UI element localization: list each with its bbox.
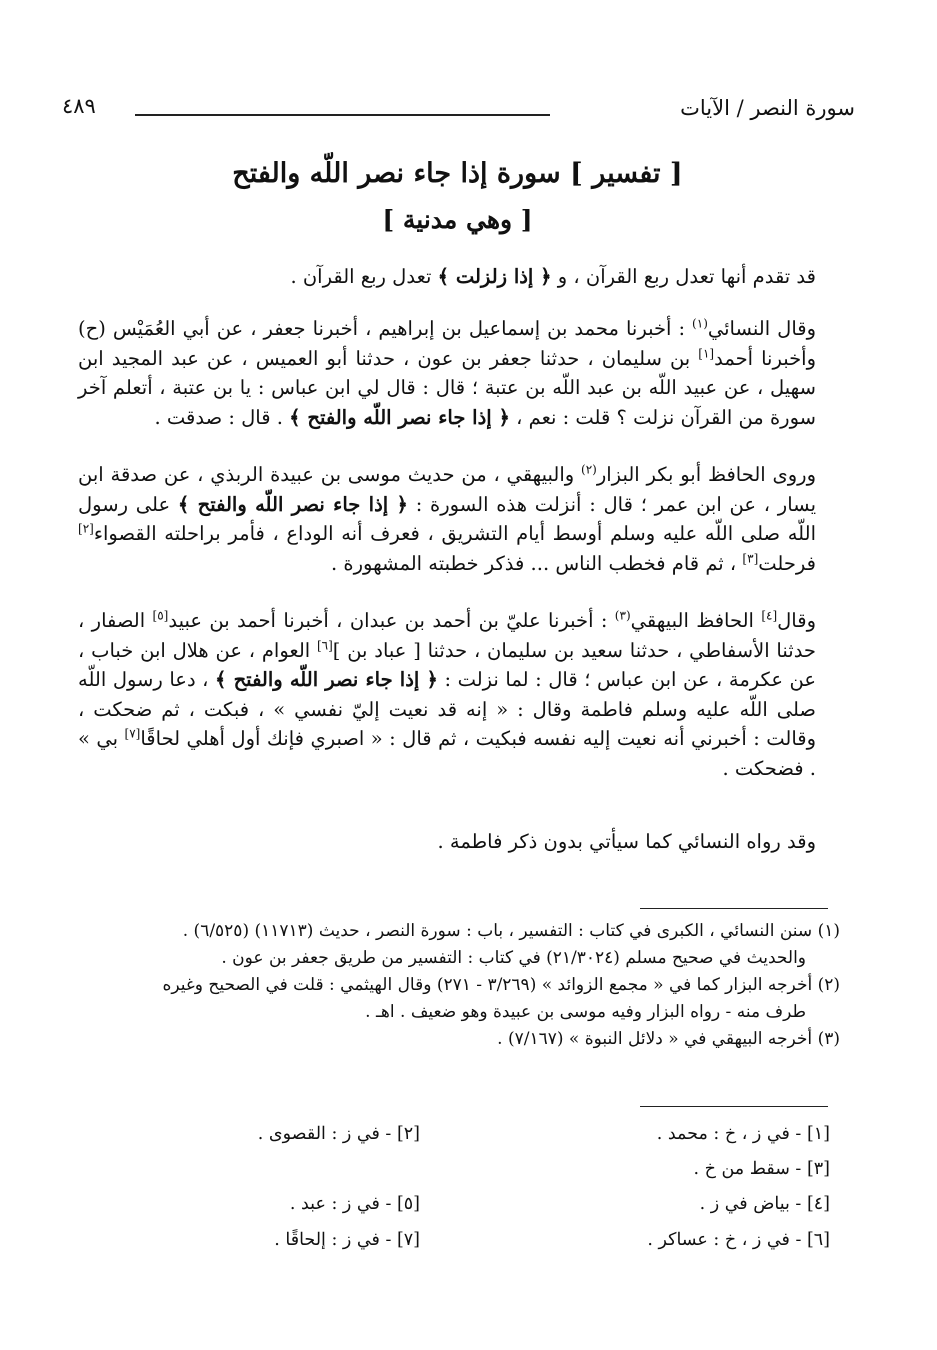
footnote-item xyxy=(78,918,840,944)
p3-text-2: والبيهقي ، من حديث موسى بن عبيدة الربذي ، عن صدقة ابن يسار ، عن ابن عمر ؛ قال : أنزلت هذه السورة : xyxy=(78,463,816,516)
variant-note-text: - في ز ، خ : عساكر . xyxy=(647,1230,802,1250)
footnotes xyxy=(78,918,840,1053)
variant-note-text: - في ز : القصوى . xyxy=(257,1124,392,1144)
p4-text-7: بي » . فضحكت . xyxy=(78,727,816,780)
footnote-label: (١) xyxy=(817,921,840,941)
p3-quran-quote: ﴿ إذا جاء نصر اللّه والفتح ﴾ xyxy=(177,492,408,516)
p3-text-1: وروى الحافظ أبو بكر البزار xyxy=(596,463,816,486)
p3-text-3: على رسول اللّه صلى اللّه عليه وسلم أوسط أيام التشريق ، فعرف أنه الوداع ، فأمر براحلته القصواء xyxy=(78,492,816,545)
footnote-text: أخرجه البزار كما في « مجمع الزوائد » (٣/٢٦٩ - ٢٧١) وقال الهيثمي : قلت في الصحيح وغيره xyxy=(162,975,813,995)
surah-title: [ تفسير ] سورة إذا جاء نصر اللّه والفتح xyxy=(232,158,683,189)
variant-note xyxy=(274,1230,420,1250)
variant-marker-3[interactable]: [٣] xyxy=(742,551,759,565)
variant-marker-4[interactable]: [٤] xyxy=(761,608,778,623)
footnote-marker-3[interactable]: (٣) xyxy=(614,608,631,623)
p4-text-5: العوام ، عن هلال ابن خباب ، عن عكرمة ، عن ابن عباس ؛ قال : لما نزلت : xyxy=(78,638,816,691)
paragraph-3 xyxy=(78,460,840,578)
variant-note-label: [٤] xyxy=(806,1194,830,1214)
variant-note-text: - في ز ، خ : محمد . xyxy=(656,1124,802,1144)
p3-text-5: ، ثم قام فخطب الناس ... فذكر خطبته المشهورة . xyxy=(330,551,743,575)
p4-text-1: وقال xyxy=(777,609,816,632)
variant-note xyxy=(694,1159,831,1179)
variant-marker-2[interactable]: [٢] xyxy=(78,521,94,536)
variant-marker-1[interactable]: [١] xyxy=(698,346,715,360)
footnote-label: (٣) xyxy=(817,1029,840,1049)
variant-note-label: [٢] xyxy=(396,1124,420,1144)
footnote-continuation: والحديث في صحيح مسلم (٢١/٣٠٢٤) في كتاب : التفسير من طريق جعفر بن عون . xyxy=(221,948,806,968)
p4-text-3: : أخبرنا عليّ بن أحمد بن عبدان ، أخبرنا أحمد بن عبيد xyxy=(168,609,615,632)
p4-text-2: الحافظ البيهقي xyxy=(630,609,762,632)
footnote-continuation: طرف منه - رواه البزار وفيه موسى بن عبيدة وهو ضعيف . اهـ . xyxy=(365,1002,806,1022)
p1-quran-quote: ﴿ إذا زلزلت ﴾ xyxy=(437,265,552,288)
paragraph-4 xyxy=(78,606,840,783)
footnote-separator xyxy=(640,908,828,909)
paragraph-1 xyxy=(78,262,840,292)
footnote-text: سنن النسائي ، الكبرى في كتاب : التفسير ، باب : سورة النصر ، حديث (١١٧١٣) (٦/٥٢٥) . xyxy=(182,921,813,941)
footnote-item xyxy=(78,1026,840,1052)
footnote-label: (٢) xyxy=(817,975,840,995)
variant-marker-6[interactable]: [٦] xyxy=(316,638,333,652)
variant-note xyxy=(700,1194,830,1214)
footnote-marker-2[interactable]: (٢) xyxy=(581,462,597,477)
variant-note-text: - في ز : عبد . xyxy=(289,1194,392,1214)
footnote-text: أخرجه البيهقي في « دلائل النبوة » (٧/١٦٧) . xyxy=(497,1029,813,1049)
p4-text-6: ، دعا رسول اللّه صلى اللّه عليه وسلم فاطمة وقال : « إنه قد نعيت إليّ نفسي » ، فبكت ، ثم ضحكت ، وقالت : أخبرني أنه نعيت إليه نفسه فبكيت ، ثم قال : « اصبري فإنك أول أهلي لحاقًا xyxy=(78,668,816,750)
variant-note xyxy=(647,1230,830,1250)
running-header xyxy=(60,92,855,132)
variant-note xyxy=(290,1194,420,1214)
p4-quran-quote: ﴿ إذا جاء نصر اللّه والفتح ﴾ xyxy=(215,668,438,691)
header-title: سورة النصر / الآيات xyxy=(680,96,855,120)
footnote-marker-1[interactable]: (١) xyxy=(692,316,708,331)
variant-note-label: [٦] xyxy=(806,1230,830,1250)
p1-text-before: قد تقدم أنها تعدل ربع القرآن ، و xyxy=(551,265,816,288)
footnote-item xyxy=(78,972,840,998)
variant-note-label: [٣] xyxy=(806,1159,830,1179)
variant-note-label: [١] xyxy=(806,1124,830,1144)
p5-text: وقد رواه النسائي كما سيأتي بدون ذكر فاطمة . xyxy=(437,830,816,853)
paragraph-2 xyxy=(78,314,840,432)
paragraph-5 xyxy=(78,827,840,857)
variant-note-text: - في ز : إلحاقًا . xyxy=(274,1230,392,1250)
p3-text-4: فرحلت xyxy=(758,551,816,575)
variant-note xyxy=(657,1124,830,1144)
variant-note-label: [٧] xyxy=(396,1230,420,1250)
p2-text-4: . قال : صدقت . xyxy=(154,405,290,429)
variant-note-label: [٥] xyxy=(396,1194,420,1214)
p2-quran-quote: ﴿ إذا جاء نصر اللّه والفتح ﴾ xyxy=(289,405,510,429)
variant-note-text: - سقط من خ . xyxy=(693,1159,802,1179)
p4-text-4: الصفار ، حدثنا الأسفاطي ، حدثنا سعيد بن سليمان ، حدثنا [ عباد بن ] xyxy=(78,609,816,662)
p2-text-1: وقال النسائي xyxy=(707,317,816,340)
header-rule xyxy=(135,114,550,116)
p1-text-after: تعدل ربع القرآن . xyxy=(290,265,438,288)
p2-text-2: : أخبرنا محمد بن إسماعيل بن إبراهيم ، أخبرنا جعفر ، عن أبي العُمَيْس (ح) وأخبرنا أحمد xyxy=(78,317,816,370)
variant-notes-separator xyxy=(640,1106,828,1107)
variant-marker-7[interactable]: [٧] xyxy=(124,726,141,741)
p2-text-3: بن سليمان ، حدثنا جعفر بن عون ، حدثنا أبو العميس ، عن عبد المجيد ابن سهيل ، عن عبيد اللّه بن عبد اللّه بن عتبة ؛ قال : قال لي ابن عباس : يا بن عتبة ، أتعلم آخر سورة من القرآن نزلت ؟ قلت : نعم ، xyxy=(78,346,816,429)
variant-note-text: - بياض في ز . xyxy=(699,1194,802,1214)
variant-note xyxy=(258,1124,420,1144)
variant-marker-5[interactable]: [٥] xyxy=(152,608,169,623)
surah-subtitle: [ وهي مدنية ] xyxy=(382,205,533,234)
page-number: ٤٨٩ xyxy=(62,94,96,118)
